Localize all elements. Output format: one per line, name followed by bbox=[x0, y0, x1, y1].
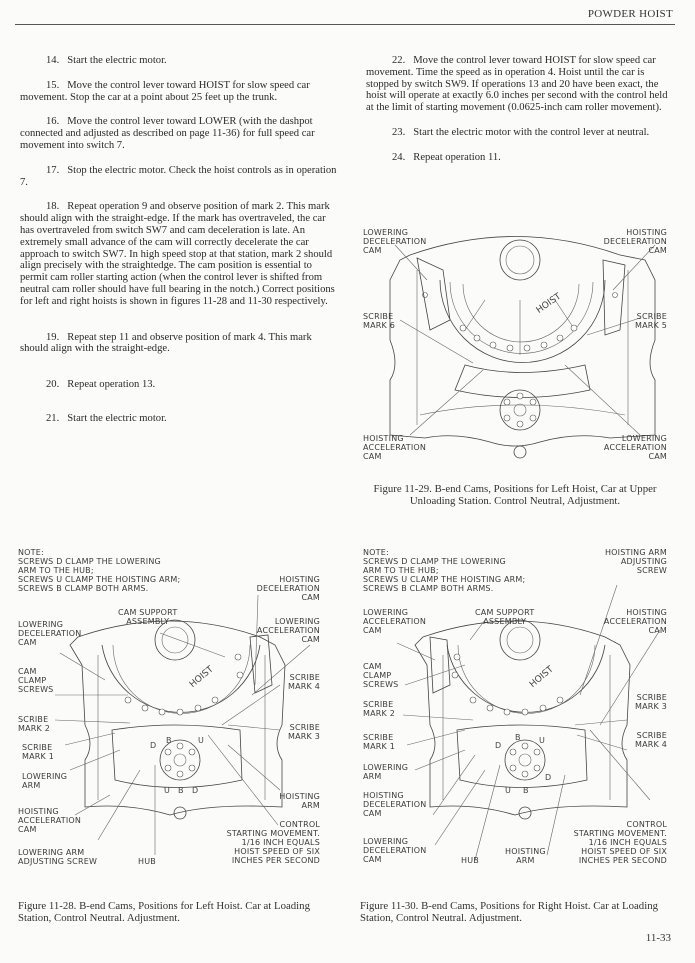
figure-11-30 bbox=[355, 545, 690, 935]
label-lowering-deceleration-cam: LOWERING DECELERATION CAM bbox=[363, 228, 427, 255]
label-hoisting-deceleration-cam: HOISTING DECELERATION CAM bbox=[363, 791, 427, 818]
label-lowering-acceleration-cam: LOWERING ACCELERATION CAM bbox=[256, 617, 320, 644]
figure-11-29 bbox=[355, 220, 685, 520]
label-scribe-mark-1: SCRIBE MARK 1 bbox=[22, 743, 55, 761]
label-hoisting-arm: HOISTING ARM bbox=[505, 847, 546, 865]
label-control-starting-movement: CONTROL STARTING MOVEMENT. 1/16 INCH EQUALS HOIST SPEED OF SIX INCHES PER SECOND bbox=[573, 820, 667, 865]
label-cam-support-assembly: CAM SUPPORT ASSEMBLY bbox=[475, 608, 535, 626]
figure-11-30-note: NOTE: SCREWS D CLAMP THE LOWERING ARM TO THE HUB; SCREWS U CLAMP THE HOISTING ARM; SCREWS B CLAMP BOTH ARMS. bbox=[363, 548, 526, 593]
screw-b-label: B bbox=[515, 733, 521, 742]
step-23: 23. Start the electric motor with the control lever at neutral. bbox=[392, 126, 650, 138]
label-scribe-mark-2: SCRIBE MARK 2 bbox=[363, 700, 396, 718]
label-hoisting-arm: HOISTING ARM bbox=[279, 792, 320, 810]
label-scribe-mark-2: SCRIBE MARK 2 bbox=[18, 715, 51, 733]
page-number: 11-33 bbox=[645, 932, 671, 944]
hoist-stamp: HOIST bbox=[187, 664, 216, 691]
step-16: 16. Move the control lever toward LOWER (with the dashpot connected and adjusted as described on page 11-36) for full speed car movement into switch 7. bbox=[20, 116, 315, 151]
step-24: 24. Repeat operation 11. bbox=[392, 151, 501, 163]
screw-b-label-lower: B bbox=[523, 786, 529, 795]
label-lowering-acceleration-cam: LOWERING ACCELERATION CAM bbox=[363, 608, 427, 635]
label-control-starting-movement: CONTROL STARTING MOVEMENT. 1/16 INCH EQUALS HOIST SPEED OF SIX INCHES PER SECOND bbox=[226, 820, 320, 865]
right-text-column bbox=[366, 55, 674, 177]
label-hub: HUB bbox=[138, 857, 156, 866]
label-scribe-mark-6: SCRIBE MARK 6 bbox=[363, 312, 396, 330]
label-lowering-arm: LOWERING ARM bbox=[22, 772, 68, 790]
screw-d-label-lower: D bbox=[545, 773, 552, 782]
label-cam-support-assembly: CAM SUPPORT ASSEMBLY bbox=[118, 608, 178, 626]
label-scribe-mark-4: SCRIBE MARK 4 bbox=[287, 673, 320, 691]
label-cam-clamp-screws: CAM CLAMP SCREWS bbox=[363, 662, 399, 689]
step-19: 19. Repeat step 11 and observe position of mark 4. This mark should align with the straight-edge. bbox=[20, 331, 312, 355]
step-21: 21. Start the electric motor. bbox=[46, 412, 167, 424]
figure-11-29-caption: Figure 11-29. B-end Cams, Positions for Left Hoist, Car at Upper Unloading Station. Control Neutral, Adjustment. bbox=[373, 483, 657, 507]
label-hoisting-arm-adjusting-screw: HOISTING ARM ADJUSTING SCREW bbox=[604, 548, 667, 575]
label-hoisting-acceleration-cam: HOISTING ACCELERATION CAM bbox=[18, 807, 82, 834]
label-scribe-mark-3: SCRIBE MARK 3 bbox=[287, 723, 320, 741]
screw-u-label-lower: U bbox=[505, 786, 511, 795]
step-20: 20. Repeat operation 13. bbox=[46, 379, 156, 391]
step-22: 22. Move the control lever toward HOIST for slow speed car movement. Time the speed as in operation 4. Hoist until the car is stopped by switch SW9. If operations 13 and 20 have been exact, the hoist will operate at exactly 6.0 inches per second with the control held at the limit of starting movement (0.0625-inch cam roller movement). bbox=[366, 55, 668, 114]
figure-11-28 bbox=[10, 545, 345, 935]
label-hoisting-acceleration-cam: HOISTING ACCELERATION CAM bbox=[363, 434, 427, 461]
screw-u-label: U bbox=[198, 736, 204, 745]
label-scribe-mark-4: SCRIBE MARK 4 bbox=[634, 731, 667, 749]
header-title: POWDER HOIST bbox=[587, 8, 673, 20]
label-hoisting-deceleration-cam: HOISTING DECELERATION CAM bbox=[256, 575, 320, 602]
screw-d-label-lower: D bbox=[192, 786, 199, 795]
label-lowering-arm: LOWERING ARM bbox=[363, 763, 409, 781]
screw-d-label: D bbox=[150, 741, 157, 750]
figure-11-28-note: NOTE: SCREWS D CLAMP THE LOWERING ARM TO THE HUB; SCREWS U CLAMP THE HOISTING ARM; SCREWS B CLAMP BOTH ARMS. bbox=[18, 548, 181, 593]
screw-b-label: B bbox=[166, 736, 172, 745]
step-14: 14. Start the electric motor. bbox=[46, 55, 167, 66]
step-17: 17. Stop the electric motor. Check the hoist controls as in operation 7. bbox=[20, 164, 337, 188]
label-hoisting-acceleration-cam: HOISTING ACCELERATION CAM bbox=[603, 608, 667, 635]
step-15: 15. Move the control lever toward HOIST for slow speed car movement. Stop the car at a point about 25 feet up the trunk. bbox=[20, 79, 310, 103]
label-hoisting-deceleration-cam: HOISTING DECELERATION CAM bbox=[603, 228, 667, 255]
label-scribe-mark-3: SCRIBE MARK 3 bbox=[634, 693, 667, 711]
figure-11-29-drawing bbox=[355, 220, 685, 470]
screw-d-label: D bbox=[495, 741, 502, 750]
hoist-stamp: HOIST bbox=[534, 291, 564, 316]
header-rule bbox=[15, 24, 675, 25]
figure-11-28-caption: Figure 11-28. B-end Cams, Positions for Left Hoist. Car at Loading Station, Control Neutral. Adjustment. bbox=[18, 900, 310, 924]
label-lowering-deceleration-cam: LOWERING DECELERATION CAM bbox=[363, 837, 427, 864]
screw-u-label: U bbox=[539, 736, 545, 745]
left-text-column bbox=[20, 55, 340, 438]
label-lowering-arm-adjusting-screw: LOWERING ARM ADJUSTING SCREW bbox=[18, 848, 98, 866]
step-18: 18. Repeat operation 9 and observe position of mark 2. This mark should align with the straight-edge. If the mark has overtraveled, the car has overtraveled from switch SW7 and cam deceleration is late. An extremely small advance of the cam will correctly decelerate the car approach to switch SW7. In high speed stop at that station, mark 2 should align precisely with the straightedge. The cam position is essential to permit cam roller starting action (when the control lever is shifted from neutral cam roller should have full bearing in the notch.) Correct positions for left and right hoists is shown in figures 11-28 and 11-30 respectively. bbox=[20, 201, 335, 307]
label-scribe-mark-1: SCRIBE MARK 1 bbox=[363, 733, 396, 751]
screw-b-label-lower: B bbox=[178, 786, 184, 795]
label-lowering-acceleration-cam: LOWERING ACCELERATION CAM bbox=[603, 434, 667, 461]
screw-u-label-lower: U bbox=[164, 786, 170, 795]
label-hub: HUB bbox=[461, 856, 479, 865]
figure-11-30-caption: Figure 11-30. B-end Cams, Positions for Right Hoist. Car at Loading Station, Control Neutral. Adjustment. bbox=[360, 900, 658, 924]
hoist-stamp: HOIST bbox=[527, 664, 556, 691]
label-cam-clamp-screws: CAM CLAMP SCREWS bbox=[18, 667, 54, 694]
label-lowering-deceleration-cam: LOWERING DECELERATION CAM bbox=[18, 620, 82, 647]
label-scribe-mark-5: SCRIBE MARK 5 bbox=[634, 312, 667, 330]
